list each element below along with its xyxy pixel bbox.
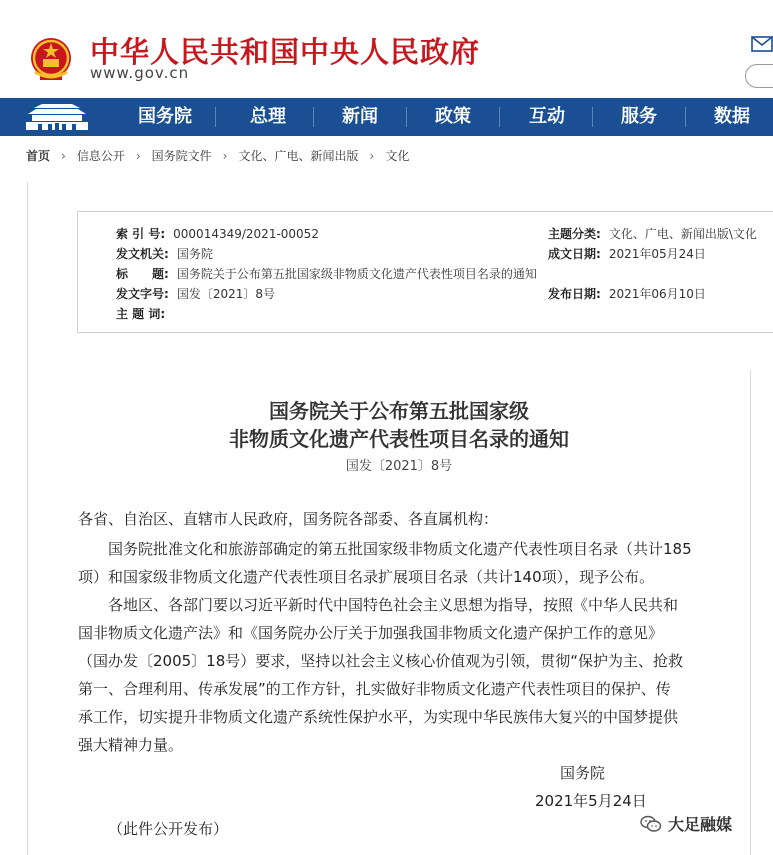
- article-publish-note: （此件公开发布）: [108, 820, 229, 838]
- article-paragraph-line: 项）和国家级非物质文化遗产代表性项目名录扩展项目名录（共计140项），现予公布。: [78, 568, 655, 586]
- article-paragraph-line: 各地区、各部门要以习近平新时代中国特色社会主义思想为指导，按照《中华人民共和: [108, 596, 679, 614]
- info-value: 000014349/2021-00052: [173, 227, 319, 241]
- article-paragraph-line: 国务院批准文化和旅游部确定的第五批国家级非物质文化遗产代表性项目名录（共计185: [108, 540, 692, 558]
- nav-item-interact[interactable]: 互动: [529, 106, 565, 127]
- article-signature: 国务院: [560, 764, 606, 782]
- chevron-right-icon: ›: [135, 148, 141, 163]
- nav-separator: [685, 107, 686, 127]
- info-row-doc-number: [116, 285, 275, 302]
- nav-item-service[interactable]: 服务: [621, 106, 657, 127]
- nav-separator: [592, 107, 593, 127]
- content-border-left: [27, 182, 28, 855]
- article-title-line1: 国务院关于公布第五批国家级: [269, 399, 529, 423]
- info-value: 国发〔2021〕8号: [176, 287, 275, 301]
- info-label: 发文机关:: [116, 247, 169, 261]
- info-label: 成文日期:: [548, 247, 601, 261]
- article-doc-number: 国发〔2021〕8号: [345, 459, 453, 474]
- info-value: 文化、广电、新闻出版\文化: [608, 227, 757, 241]
- mail-icon[interactable]: [751, 36, 773, 52]
- breadcrumb-info-disclosure[interactable]: 信息公开: [76, 149, 125, 163]
- site-url[interactable]: www.gov.cn: [90, 64, 190, 82]
- info-row-keywords: [116, 305, 165, 322]
- breadcrumb-home[interactable]: 首页: [26, 149, 51, 163]
- search-input[interactable]: [745, 64, 773, 88]
- info-row-index: [116, 225, 319, 242]
- info-row-written-date: [548, 245, 706, 262]
- article-paragraph-line: 国非物质文化遗产法》和《国务院办公厅关于加强我国非物质文化遗产保护工作的意见》: [78, 624, 664, 642]
- document-info-box: [77, 211, 773, 333]
- info-label: 主题分类:: [548, 227, 601, 241]
- info-value: 国务院关于公布第五批国家级非物质文化遗产代表性项目名录的通知: [176, 267, 537, 281]
- article-paragraph-line: 第一、合理利用、传承发展”的工作方针，扎实做好非物质文化遗产代表性项目的保护、传: [78, 680, 671, 698]
- breadcrumb-state-council-docs[interactable]: 国务院文件: [151, 149, 212, 163]
- watermark-text: 大足融媒: [668, 815, 733, 834]
- info-row-published-date: [548, 285, 706, 302]
- nav-separator: [499, 107, 500, 127]
- tiananmen-icon[interactable]: [22, 102, 92, 132]
- article-title-line2: 非物质文化遗产代表性项目名录的通知: [229, 427, 569, 451]
- chevron-right-icon: ›: [61, 148, 66, 163]
- nav-item-news[interactable]: 新闻: [342, 106, 378, 127]
- site-header: [0, 0, 773, 98]
- info-label: 发布日期:: [548, 287, 601, 301]
- breadcrumb: [26, 147, 409, 164]
- info-label: 发文字号:: [116, 287, 169, 301]
- breadcrumb-culture[interactable]: 文化: [385, 149, 410, 163]
- chevron-right-icon: ›: [222, 148, 228, 163]
- info-label: 主 题 词:: [116, 307, 166, 321]
- content-border-right: [750, 370, 751, 855]
- source-watermark: [640, 812, 732, 835]
- main-nav: [0, 98, 773, 136]
- national-emblem-icon[interactable]: [27, 36, 75, 84]
- article-salutation: 各省、自治区、直辖市人民政府，国务院各部委、各直属机构：: [78, 510, 499, 528]
- nav-item-state-council[interactable]: 国务院: [138, 106, 192, 127]
- info-value: 2021年05月24日: [608, 247, 706, 261]
- article-paragraph-line: （国办发〔2005〕18号）要求，坚持以社会主义核心价值观为引领，贯彻“保护为主、抢救: [78, 652, 684, 670]
- article-paragraph-line: 强大精神力量。: [78, 736, 184, 754]
- info-label: 索 引 号:: [116, 227, 166, 241]
- nav-separator: [215, 107, 216, 127]
- nav-item-policy[interactable]: 政策: [435, 106, 471, 127]
- breadcrumb-culture-media[interactable]: 文化、广电、新闻出版: [238, 149, 359, 163]
- nav-separator: [313, 107, 314, 127]
- nav-item-premier[interactable]: 总理: [250, 106, 286, 127]
- nav-item-data[interactable]: 数据: [714, 106, 750, 127]
- info-value: 国务院: [176, 247, 213, 261]
- info-label: 标 题:: [116, 267, 169, 281]
- wechat-icon: [640, 815, 662, 833]
- chevron-right-icon: ›: [369, 148, 375, 163]
- info-row-title: [116, 265, 537, 282]
- site-title[interactable]: 中华人民共和国中央人民政府: [90, 35, 481, 69]
- info-value: 2021年06月10日: [608, 287, 706, 301]
- article-date: 2021年5月24日: [535, 792, 647, 810]
- article-paragraph-line: 承工作，切实提升非物质文化遗产系统性保护水平，为实现中华民族伟大复兴的中国梦提供: [78, 708, 679, 726]
- nav-separator: [406, 107, 407, 127]
- info-row-theme: [548, 225, 757, 242]
- info-row-issuer: [116, 245, 213, 262]
